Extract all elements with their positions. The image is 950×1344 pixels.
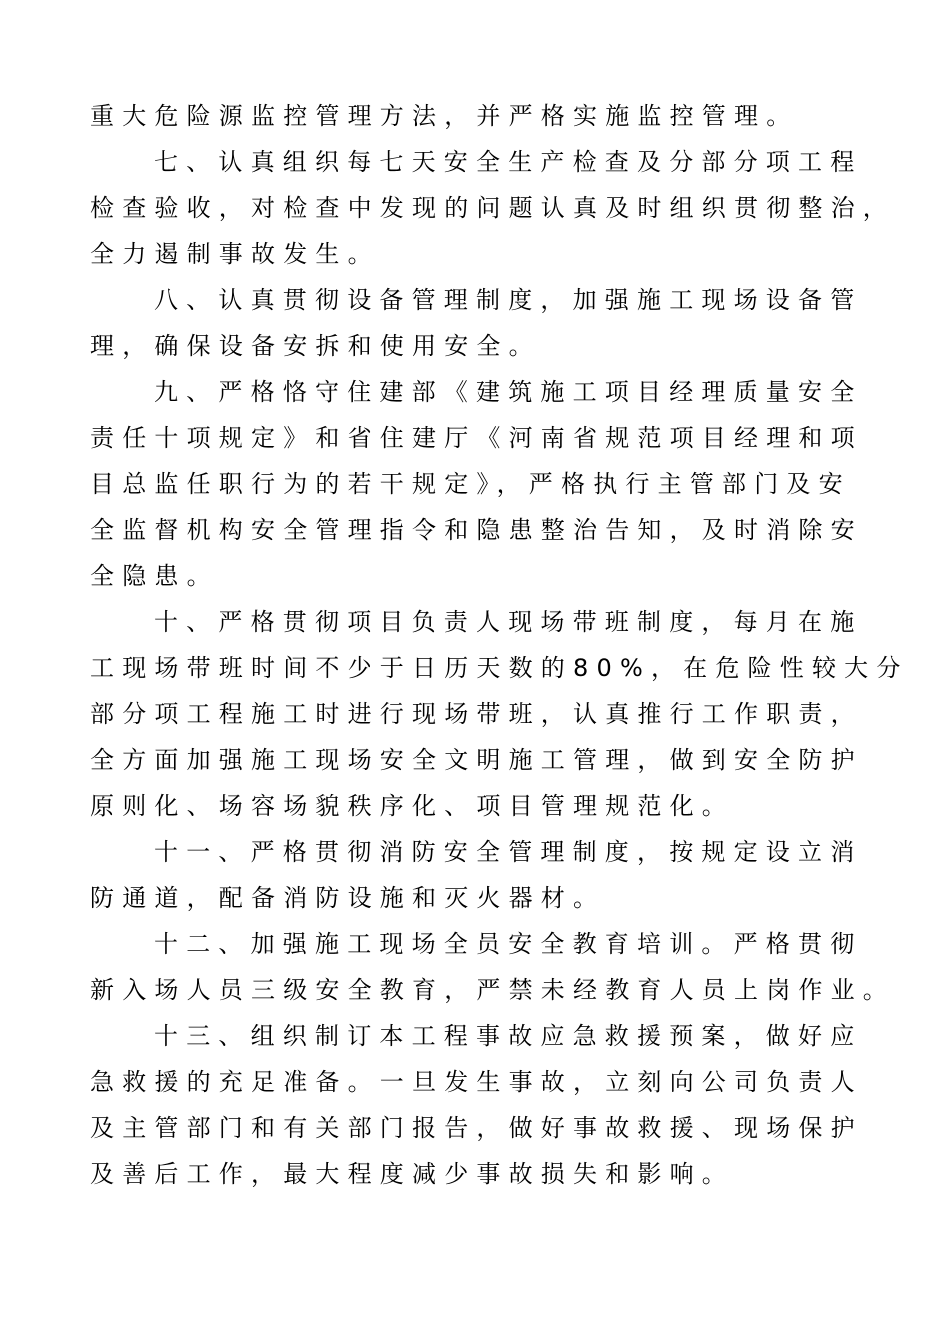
text-line: 急救援的充足准备。一旦发生事故，立刻向公司负责人 (90, 1068, 863, 1096)
paragraph-9-start: 九、严格恪守住建部《建筑施工项目经理质量安全 (154, 378, 863, 406)
text-line: 检查验收，对检查中发现的问题认真及时组织贯彻整治， (90, 194, 895, 222)
document-body (90, 93, 909, 1197)
text-line: 防通道，配备消防设施和灭火器材。 (90, 884, 606, 912)
text-line: 部分项工程施工时进行现场带班，认真推行工作职责， (90, 700, 863, 728)
paragraph-7-start: 七、认真组织每七天安全生产检查及分部分项工程 (154, 148, 863, 176)
text-line: 新入场人员三级安全教育，严禁未经教育人员上岗作业。 (90, 976, 895, 1004)
text-line: 重大危险源监控管理方法，并严格实施监控管理。 (90, 102, 799, 130)
text-line: 全隐患。 (90, 562, 219, 590)
paragraph-8-start: 八、认真贯彻设备管理制度，加强施工现场设备管 (154, 286, 863, 314)
text-line: 全监督机构安全管理指令和隐患整治告知，及时消除安 (90, 516, 863, 544)
text-line: 全方面加强施工现场安全文明施工管理，做到安全防护 (90, 746, 863, 774)
text-line: 全力遏制事故发生。 (90, 240, 380, 268)
paragraph-13-start: 十三、组织制订本工程事故应急救援预案，做好应 (154, 1022, 863, 1050)
text-line: 原则化、场容场貌秩序化、项目管理规范化。 (90, 792, 734, 820)
text-line: 及主管部门和有关部门报告，做好事故救援、现场保护 (90, 1114, 863, 1142)
text-line: 目总监任职行为的若干规定》，严格执行主管部门及安 (90, 470, 851, 498)
text-line: 责任十项规定》和省住建厅《河南省规范项目经理和项 (90, 424, 863, 452)
text-line: 工现场带班时间不少于日历天数的80%，在危险性较大分 (90, 654, 909, 682)
paragraph-11-start: 十一、严格贯彻消防安全管理制度，按规定设立消 (154, 838, 863, 866)
paragraph-10-start: 十、严格贯彻项目负责人现场带班制度，每月在施 (154, 608, 863, 636)
text-line: 及善后工作，最大程度减少事故损失和影响。 (90, 1160, 734, 1188)
text-line: 理，确保设备安拆和使用安全。 (90, 332, 541, 360)
paragraph-12-start: 十二、加强施工现场全员安全教育培训。严格贯彻 (154, 930, 863, 958)
